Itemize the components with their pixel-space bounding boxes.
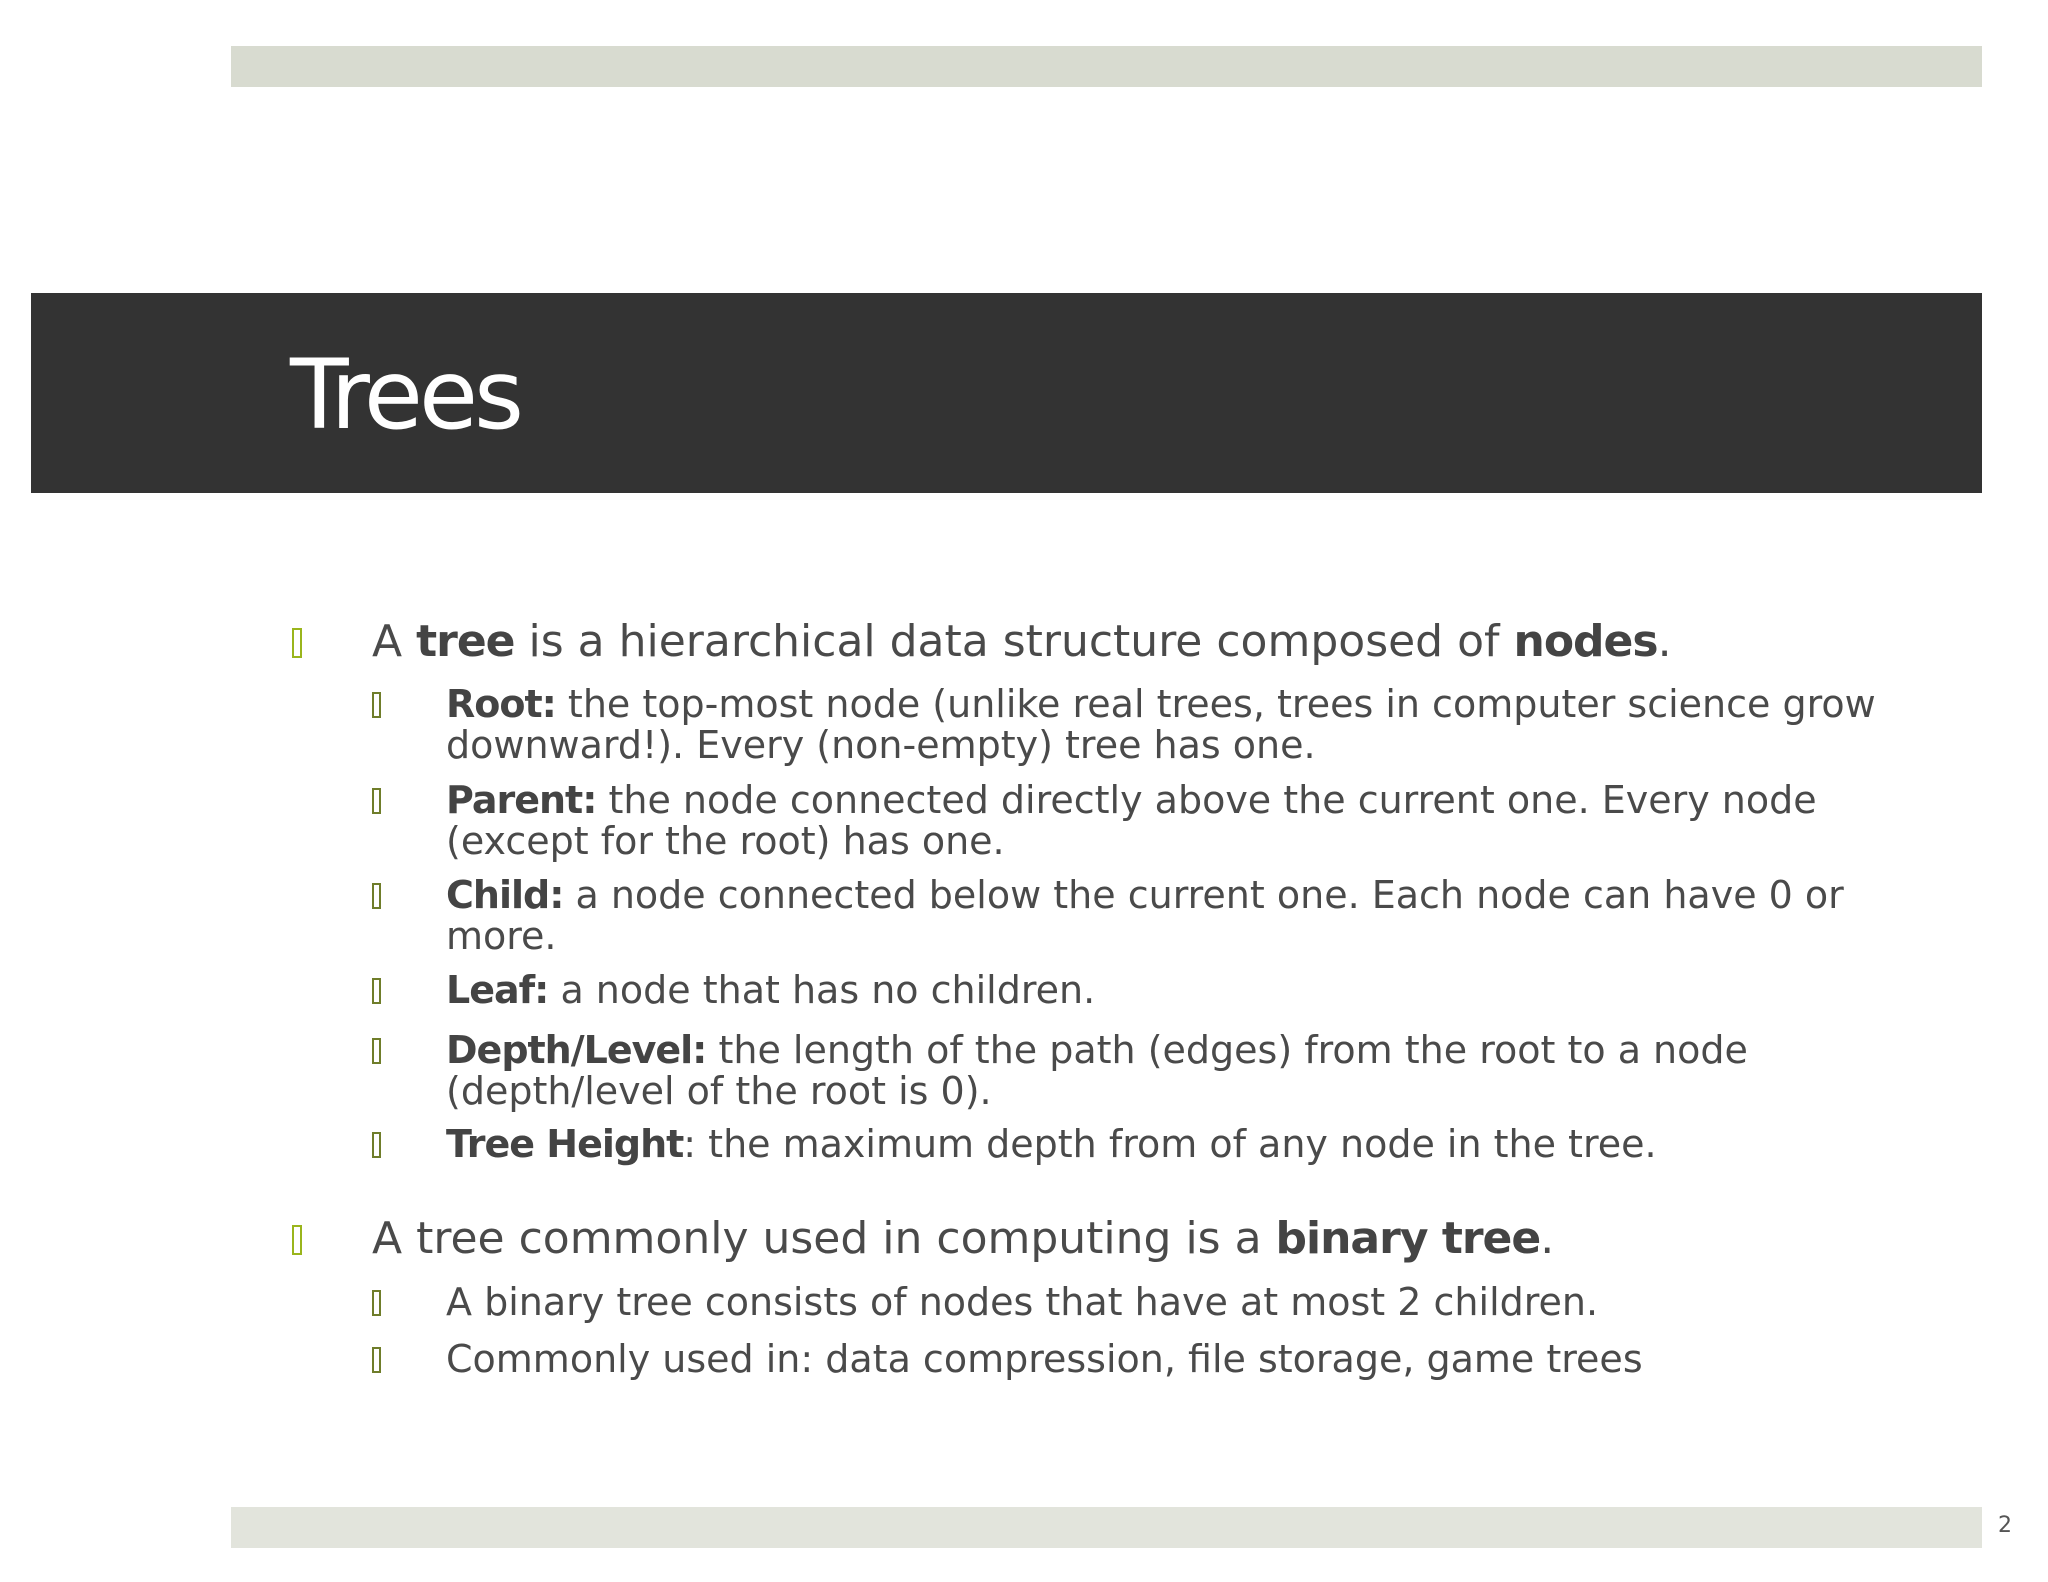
sub-bullet-text: Parent: the node connected directly above the current one. Every node (except for the root) has one. — [446, 778, 1817, 863]
bold-term-tree: tree — [416, 616, 515, 667]
sub-bullet-text: Tree Height: the maximum depth from of any node in the tree. — [446, 1122, 1657, 1166]
sub-bullet-marker-icon — [372, 1132, 381, 1158]
bold-term-binary-tree: binary tree — [1275, 1213, 1541, 1264]
bottom-decor-bar — [231, 1507, 1982, 1548]
sub-bullet-text: A binary tree consists of nodes that have at most 2 children. — [446, 1280, 1599, 1324]
bullet-text: A tree is a hierarchical data structure composed of nodes. — [372, 616, 1672, 667]
sub-bullet-marker-icon — [372, 692, 381, 718]
bold-term-nodes: nodes — [1513, 616, 1658, 667]
sub-bullet-text: Root: the top-most node (unlike real trees, trees in computer science grow downward!). Every (non-empty) tree has one. — [446, 682, 1876, 767]
bullet-marker-icon — [292, 1225, 302, 1255]
sub-bullet-text: Depth/Level: the length of the path (edges) from the root to a node (depth/level of the root is 0). — [446, 1028, 1748, 1113]
sub-bullet-marker-icon — [372, 1290, 381, 1316]
sub-bullet-marker-icon — [372, 788, 381, 814]
sub-bullet-text: Leaf: a node that has no children. — [446, 968, 1096, 1012]
sub-bullet-text: Commonly used in: data compression, file storage, game trees — [446, 1337, 1643, 1381]
page-number: 2 — [1998, 1513, 2012, 1538]
sub-bullet-marker-icon — [372, 978, 381, 1004]
sub-bullet-marker-icon — [372, 1347, 381, 1373]
slide-title: Trees — [290, 339, 521, 451]
bullet-text: A tree commonly used in computing is a binary tree. — [372, 1213, 1555, 1264]
bullet-marker-icon — [292, 628, 302, 658]
sub-bullet-marker-icon — [372, 1038, 381, 1064]
sub-bullet-marker-icon — [372, 883, 381, 909]
sub-bullet-text: Child: a node connected below the current one. Each node can have 0 or more. — [446, 873, 1844, 958]
